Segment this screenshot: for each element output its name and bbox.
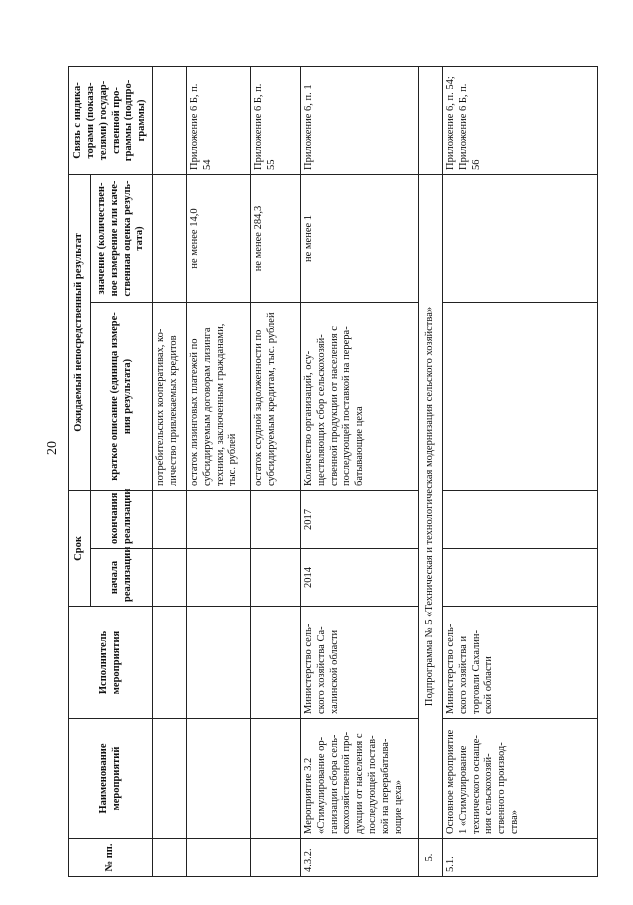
cell-value: не менее 14,0 bbox=[187, 174, 251, 302]
cell-value: не менее 284,3 bbox=[251, 174, 301, 302]
cell-num bbox=[153, 839, 187, 877]
program-table-rotated bbox=[68, 67, 598, 877]
cell-desc: остаток лизинговых платежей по субсидируемым договорам лизинга техники, заключенным гражданами, тыс. рублей bbox=[187, 302, 251, 490]
cell-value bbox=[443, 174, 598, 302]
cell-end: 2017 bbox=[301, 490, 419, 548]
cell-desc: остаток ссудной задолженности по субсидируемым кредитам, тыс. рублей bbox=[251, 302, 301, 490]
cell-name bbox=[251, 719, 301, 839]
cell-link: Приложение 6 Б, п. 55 bbox=[251, 66, 301, 174]
cell-link: Приложение 6, п. 1 bbox=[301, 66, 419, 174]
cell-desc: Количество организаций, осу-ществляющих сбор сельскохозяй-ственной продукции от населения с последующей поставкой на перера-батывающие цеха bbox=[301, 302, 419, 490]
cell-desc bbox=[443, 302, 598, 490]
table-row bbox=[443, 66, 598, 876]
cell-num bbox=[187, 839, 251, 877]
cell-name: Основное мероприятие 1 «Стимулирование технического оснаще-ния сельскохозяй-ственного производ-ства» bbox=[443, 719, 598, 839]
header-term-start: начала реализации bbox=[91, 549, 153, 607]
cell-link: Приложение 6 Б, п. 54 bbox=[187, 66, 251, 174]
header-term: Срок bbox=[69, 490, 91, 606]
subprogram-num: 5. bbox=[419, 839, 443, 877]
cell-value: не менее 1 bbox=[301, 174, 419, 302]
cell-executor bbox=[251, 607, 301, 719]
cell-start bbox=[251, 549, 301, 607]
cell-link bbox=[153, 66, 187, 174]
table-row bbox=[251, 66, 301, 876]
cell-executor bbox=[187, 607, 251, 719]
cell-name: Мероприятие 3.2 «Стимулирование ор-ганизации сбора сель-скохозяйственной про-дукции от населения с последующей постав-кой на перерабатыва-ющие цеха» bbox=[301, 719, 419, 839]
cell-end bbox=[153, 490, 187, 548]
cell-executor: Министерство сель-ского хозяйства и торговли Сахалин-ской области bbox=[443, 607, 598, 719]
subprogram-row bbox=[419, 66, 443, 876]
cell-start bbox=[443, 549, 598, 607]
cell-link: Приложение 6, п. 54; Приложение 6 Б, п. 56 bbox=[443, 66, 598, 174]
cell-value bbox=[153, 174, 187, 302]
cell-start bbox=[153, 549, 187, 607]
page-number: 20 bbox=[45, 441, 60, 455]
header-name: Наименование мероприятий bbox=[69, 719, 153, 839]
table-row bbox=[187, 66, 251, 876]
cell-num: 4.3.2. bbox=[301, 839, 419, 877]
header-result-desc: краткое описание (единица измере-ния результата) bbox=[91, 302, 153, 490]
cell-name bbox=[153, 719, 187, 839]
cell-start bbox=[187, 549, 251, 607]
cell-num bbox=[251, 839, 301, 877]
cell-name bbox=[187, 719, 251, 839]
cell-executor bbox=[153, 607, 187, 719]
header-result-value: значение (количествен-ное измерение или каче-ственная оценка резуль-тата) bbox=[91, 174, 153, 302]
table-row bbox=[301, 66, 419, 876]
header-num: № пп. bbox=[69, 839, 153, 877]
header-executor: Исполнитель мероприятия bbox=[69, 607, 153, 719]
table-row bbox=[153, 66, 187, 876]
cell-end bbox=[187, 490, 251, 548]
cell-desc: потребительских кооперативах, ко-личество привлекаемых кредитов bbox=[153, 302, 187, 490]
subprogram-link bbox=[419, 66, 443, 174]
cell-executor: Министерство сель-ского хозяйства Са-халинской области bbox=[301, 607, 419, 719]
cell-start: 2014 bbox=[301, 549, 419, 607]
header-result: Ожидаемый непосредственный результат bbox=[69, 174, 91, 490]
subprogram-title: Подпрограмма № 5 «Техническая и технологическая модернизация сельского хозяйства» bbox=[419, 174, 443, 838]
cell-end bbox=[443, 490, 598, 548]
cell-end bbox=[251, 490, 301, 548]
program-table bbox=[68, 66, 598, 877]
header-link: Связь с индика-торами (показа-телями) государ-ственной про-граммы (подпро-граммы) bbox=[69, 66, 153, 174]
header-term-end: окончания реализации bbox=[91, 490, 153, 548]
cell-num: 5.1. bbox=[443, 839, 598, 877]
